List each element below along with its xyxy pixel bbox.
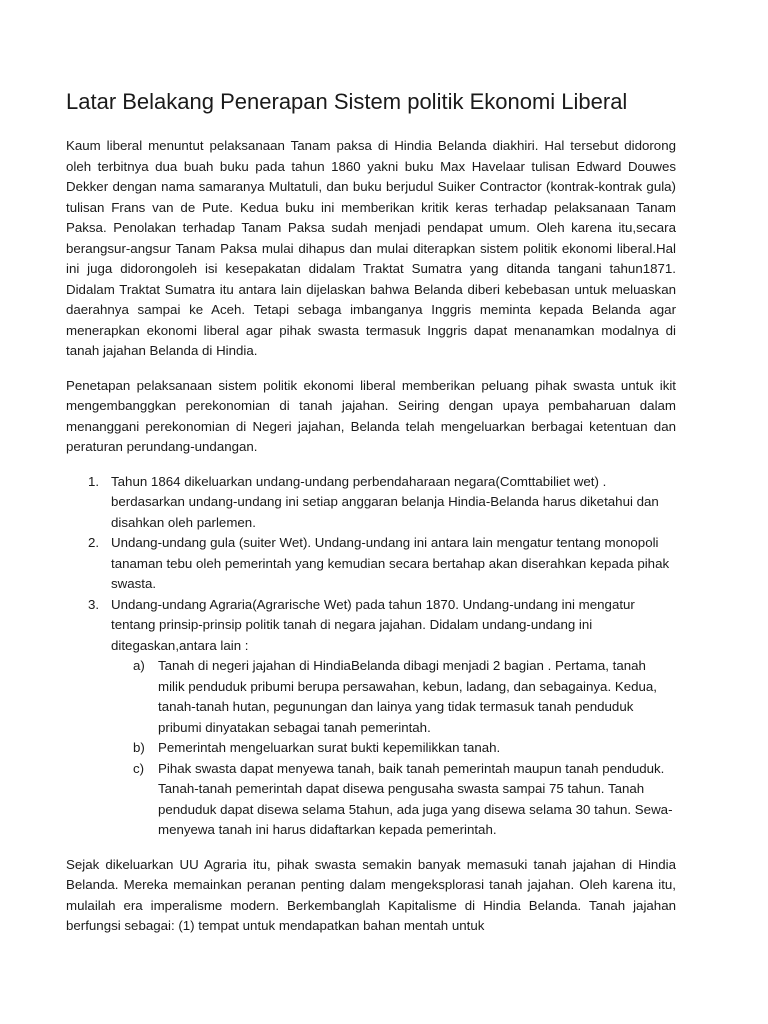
sublist-item-text: Tanah di negeri jajahan di HindiaBelanda dibagi menjadi 2 bagian . Pertama, tanah milik penduduk pribumi berupa persawahan, kebun, ladang, dan sebagainya. Kedua, tanah-tanah hutan, pegunungan dan lainya yang tidak termasuk tanah penduduk pribumi dinyatakan sebagai tanah pemerintah. [158,658,657,735]
paragraph-regulations: Penetapan pelaksanaan sistem politik ekonomi liberal memberikan peluang pihak swasta untuk ikit mengembanggkan perekonomian di tanah jajahan. Seiring dengan upaya pembaharuan dalam menangganі perekonomian di Negeri jajahan, Belanda telah mengeluarkan berbagai ketentuan dan peraturan perundang-undangan. [66,377,676,454]
sublist-item [111,656,676,738]
list-number: 3. [88,596,100,612]
sublist-letter: a) [133,658,145,673]
sublist-item [111,738,676,759]
list-item [66,595,676,841]
list-item [66,472,676,534]
sublist-item-text: Pemerintah mengeluarkan surat bukti kepemilikkan tanah. [158,740,501,755]
list-item-text: Undang-undang gula (suiter Wet). Undang-undang ini antara lain mengatur tentang monopoli tanaman tebu oleh pemerintah yang kemudian secara bertahap akan diserahkan kepada pihak swasta. [111,535,670,591]
list-item-text: Undang-undang Agraria(Agrarische Wet) pada tahun 1870. Undang-undang ini mengatur tentang prinsip-prinsip politik tanah di negara jajahan. Didalam undang-undang ini ditegaskan,antara lain : [111,596,635,653]
sublist-item-text: Pihak swasta dapat menyewa tanah, baik tanah pemerintah maupun tanah penduduk. Tanah-tanah pemerintah dapat disewa pengusaha swasta sampai 75 tahun. Tanah penduduk dapat disewa selama 5tahun, ada juga yang disewa selama 30 tahun. Sewa-menyewa tanah ini harus didaftarkan kepada pemerintah. [158,760,673,837]
list-item-text: Tahun 1864 dikeluarkan undang-undang perbendaharaan negara(Comttabiliet wet) . berdasarkan undang-undang ini setiap anggaran belanja Hindia-Belanda harus diketahui dan disahkan oleh parlemen. [111,473,659,530]
document-title: Latar Belakang Penerapan Sistem politik Ekonomi Liberal [66,89,628,114]
sublist-item [111,759,676,841]
paragraph-agraria-effects: Sejak dikeluarkan UU Agraria itu, pihak swasta semakin banyak memasuki tanah jajahan di Hindia Belanda. Mereka memainkan peranan penting dalam mengeksplorasi tanah jajahan. Oleh karena itu, mulailah era imperalisme modern. Berkembanglah Kapitalisme di Hindia Belanda. Tanah jajahan berfungsi sebagai: (1) tempat untuk mendapatkan bahan mentah untuk [66,856,676,933]
list-number: 1. [88,473,100,489]
list-item [66,533,676,595]
list-number: 2. [88,535,100,550]
sublist-letter: b) [133,740,145,755]
agraria-sublist [111,656,676,841]
regulation-list [66,472,676,841]
document-body [66,88,676,951]
sublist-letter: c) [133,760,145,776]
paragraph-intro: Kaum liberal menuntut pelaksanaan Tanam paksa di Hindia Belanda diakhiri. Hal tersebut didorong oleh terbitnya dua buah buku pada tahun 1860 yakni buku Max Havelaar tulisan Edward Douwes Dekker dengan nama samaranya Multatuli, dan buku berjudul Suiker Contractor (kontrak-kontrak gula) tulisan Frans van de Pute. Kedua buku ini memberikan kritik keras terhadap pelaksanaan Tanam Paksa. Penolakan terhadap Tanam Paksa sudah menjadi pendapat umum. Oleh karena itu,secara berangsur-angsur Tanam Paksa mulai dihapus dan mulai diterapkan sistem politik ekonomi liberal.Hal ini juga didorongoleh isi kesepakatan didalam Traktat Sumatra yang ditanda tangani tahun1871. Didalam Traktat Sumatra itu antara lain dijelaskan bahwa Belanda diberi kebebasan untuk meluaskan daerahnya sampai ke Aceh. Tetapi sebaga imbanganya Inggris meminta kepada Belanda agar menerapkan ekonomi liberal agar pihak swasta termasuk Inggris dapat menanamkan modalnya di tanah jajahan Belanda di Hindia. [66,138,676,358]
